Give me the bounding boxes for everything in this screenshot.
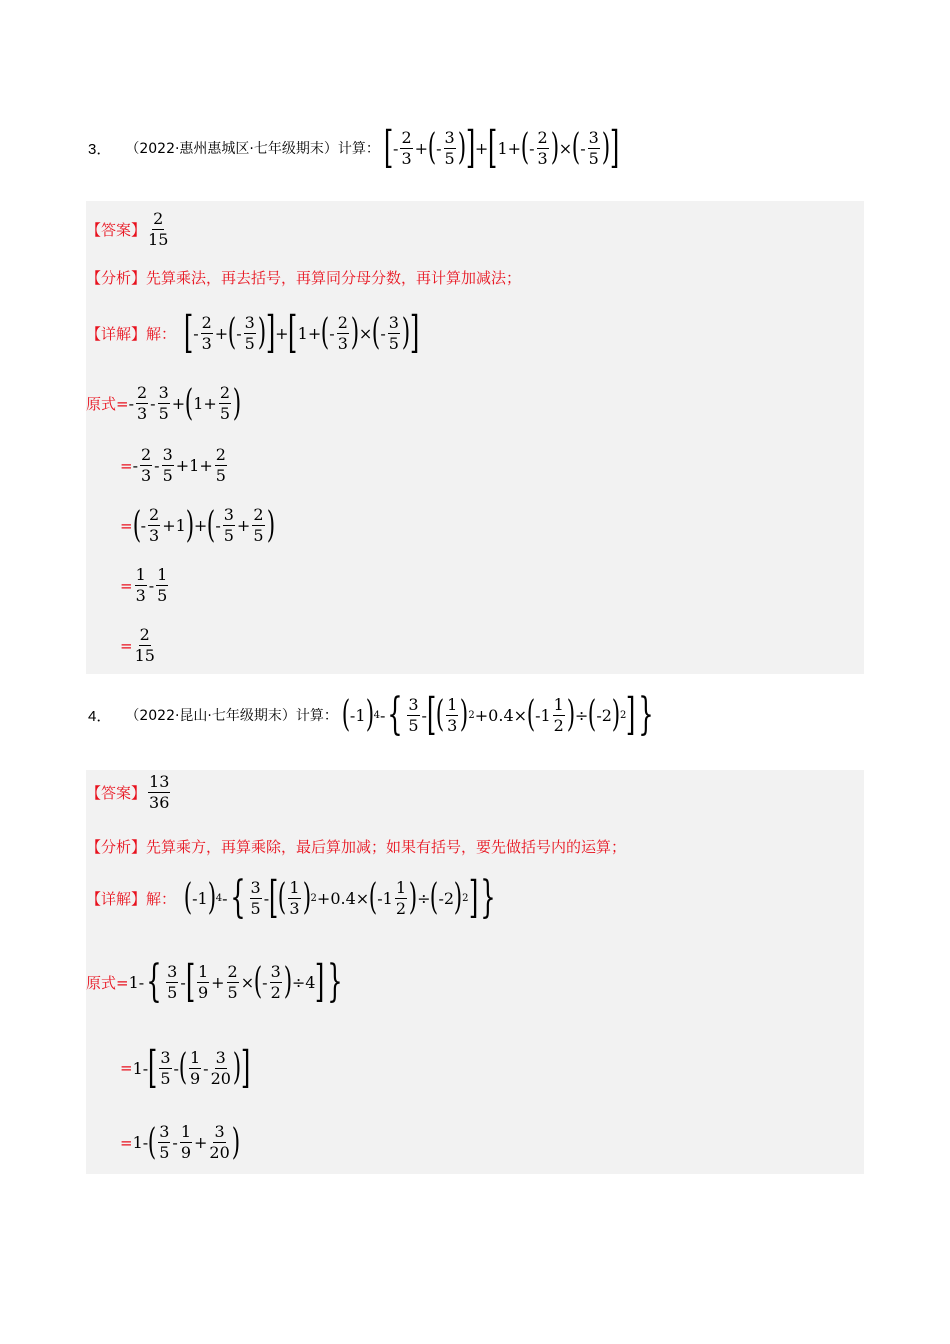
- step-5: = $\frac{2}{15}$: [120, 625, 155, 665]
- step-3-expression: ( - $\frac{2}{3}$ +1 ) + ( - $\frac{3}{5}$ + $\frac{2}{5}$ ): [132, 504, 275, 546]
- step-1-expression: 1- { $\frac{3}{5}$ - [ $\frac{1}{9}$ + $\frac{2}{5}$ × ( - $\frac{3}{2}$ ) ÷4 ] }: [128, 956, 343, 1007]
- question-4-header: [88, 689, 656, 740]
- detail-expression: ( -1 ) 4 - { $\frac{3}{5}$ - [ ( $\frac{1}{3}$ ) 2 +0.4× ( -1 $\frac{1}{2}$ ) ÷ ( -2 ) 2 ] }: [183, 872, 496, 923]
- step-2: = 1- [ $\frac{3}{5}$ - ( $\frac{1}{9}$ - $\frac{3}{20}$ ) ]: [120, 1042, 251, 1093]
- detail-lead: 解：: [146, 889, 177, 908]
- question-3-expression: [ - $\frac{2}{3}$ + ( - $\frac{3}{5}$ ) ] + [ 1+ ( - $\frac{2}{3}$ ) × ( - $\frac{3}{5}$ ) ]: [383, 122, 620, 173]
- step-4-expression: $\frac{1}{3}$ - $\frac{1}{5}$: [135, 565, 168, 605]
- step-3: = ( - $\frac{2}{3}$ +1 ) + ( - $\frac{3}{5}$ + $\frac{2}{5}$ ): [120, 504, 275, 546]
- detail-tag: 【详解】: [86, 324, 147, 343]
- step-1: [86, 382, 242, 424]
- step-2-expression: 1- [ $\frac{3}{5}$ - ( $\frac{1}{9}$ - $\frac{3}{20}$ ) ]: [132, 1042, 251, 1093]
- step-3-expression: 1- ( $\frac{3}{5}$ - $\frac{1}{9}$ + $\frac{3}{20}$ ): [132, 1121, 241, 1163]
- answer-row: [86, 211, 170, 248]
- step-1: [86, 956, 345, 1007]
- answer-row: [86, 774, 172, 811]
- step-lead: 原式=: [86, 973, 129, 992]
- step-2: = - $\frac{2}{3}$ - $\frac{3}{5}$ +1+ $\frac{2}{5}$: [120, 447, 229, 484]
- question-source: （2022·昆山·七年级期末）: [125, 708, 296, 724]
- detail-lead: 解：: [146, 324, 177, 343]
- analysis-tag: 【分析】: [86, 838, 147, 856]
- question-4-expression: ( -1 ) 4 - { $\frac{3}{5}$ - [ ( $\frac{1}{3}$ ) 2 +0.4× ( -1 $\frac{1}{2}$ ) ÷ ( -2 ) 2 ] }: [341, 689, 654, 740]
- question-label: 计算：: [337, 141, 380, 157]
- step-1-expression: - $\frac{2}{3}$ - $\frac{3}{5}$ + ( 1+ $\frac{2}{5}$ ): [128, 382, 242, 424]
- detail-row: [86, 307, 420, 358]
- analysis-row: [86, 267, 521, 288]
- answer-tag: 【答案】: [86, 784, 147, 802]
- detail-expression: [ - $\frac{2}{3}$ + ( - $\frac{3}{5}$ ) ] + [ 1+ ( - $\frac{2}{3}$ ) × ( - $\frac{3}{5}$ ) ]: [183, 307, 420, 358]
- analysis-text: 先算乘方，再算乘除，最后算加减；如果有括号，要先做括号内的运算；: [146, 838, 627, 856]
- detail-tag: 【详解】: [86, 889, 147, 908]
- question-3-solution-panel: [86, 201, 864, 674]
- question-source: （2022·惠州惠城区·七年级期末）: [125, 141, 338, 157]
- analysis-row: [86, 836, 626, 857]
- step-4: = $\frac{1}{3}$ - $\frac{1}{5}$: [120, 567, 170, 604]
- answer-fraction: $\frac{2}{15}$: [148, 209, 169, 249]
- question-number: 3．: [88, 140, 112, 158]
- detail-row: [86, 872, 498, 923]
- step-5-expression: $\frac{2}{15}$: [134, 625, 155, 665]
- question-number: 4．: [88, 707, 112, 725]
- step-lead: 原式=: [86, 395, 129, 413]
- question-3-header: [88, 122, 620, 173]
- step-3: = 1- ( $\frac{3}{5}$ - $\frac{1}{9}$ + $\frac{3}{20}$ ): [120, 1121, 241, 1163]
- analysis-text: 先算乘法，再去括号，再算同分母分数，再计算加减法；: [146, 269, 522, 287]
- step-2-expression: - $\frac{2}{3}$ - $\frac{3}{5}$ +1+ $\frac{2}{5}$: [132, 445, 226, 485]
- question-label: 计算：: [295, 708, 338, 724]
- answer-fraction: $\frac{13}{36}$: [149, 772, 170, 812]
- analysis-tag: 【分析】: [86, 269, 147, 287]
- question-4-solution-panel: [86, 770, 864, 1174]
- answer-tag: 【答案】: [86, 221, 147, 239]
